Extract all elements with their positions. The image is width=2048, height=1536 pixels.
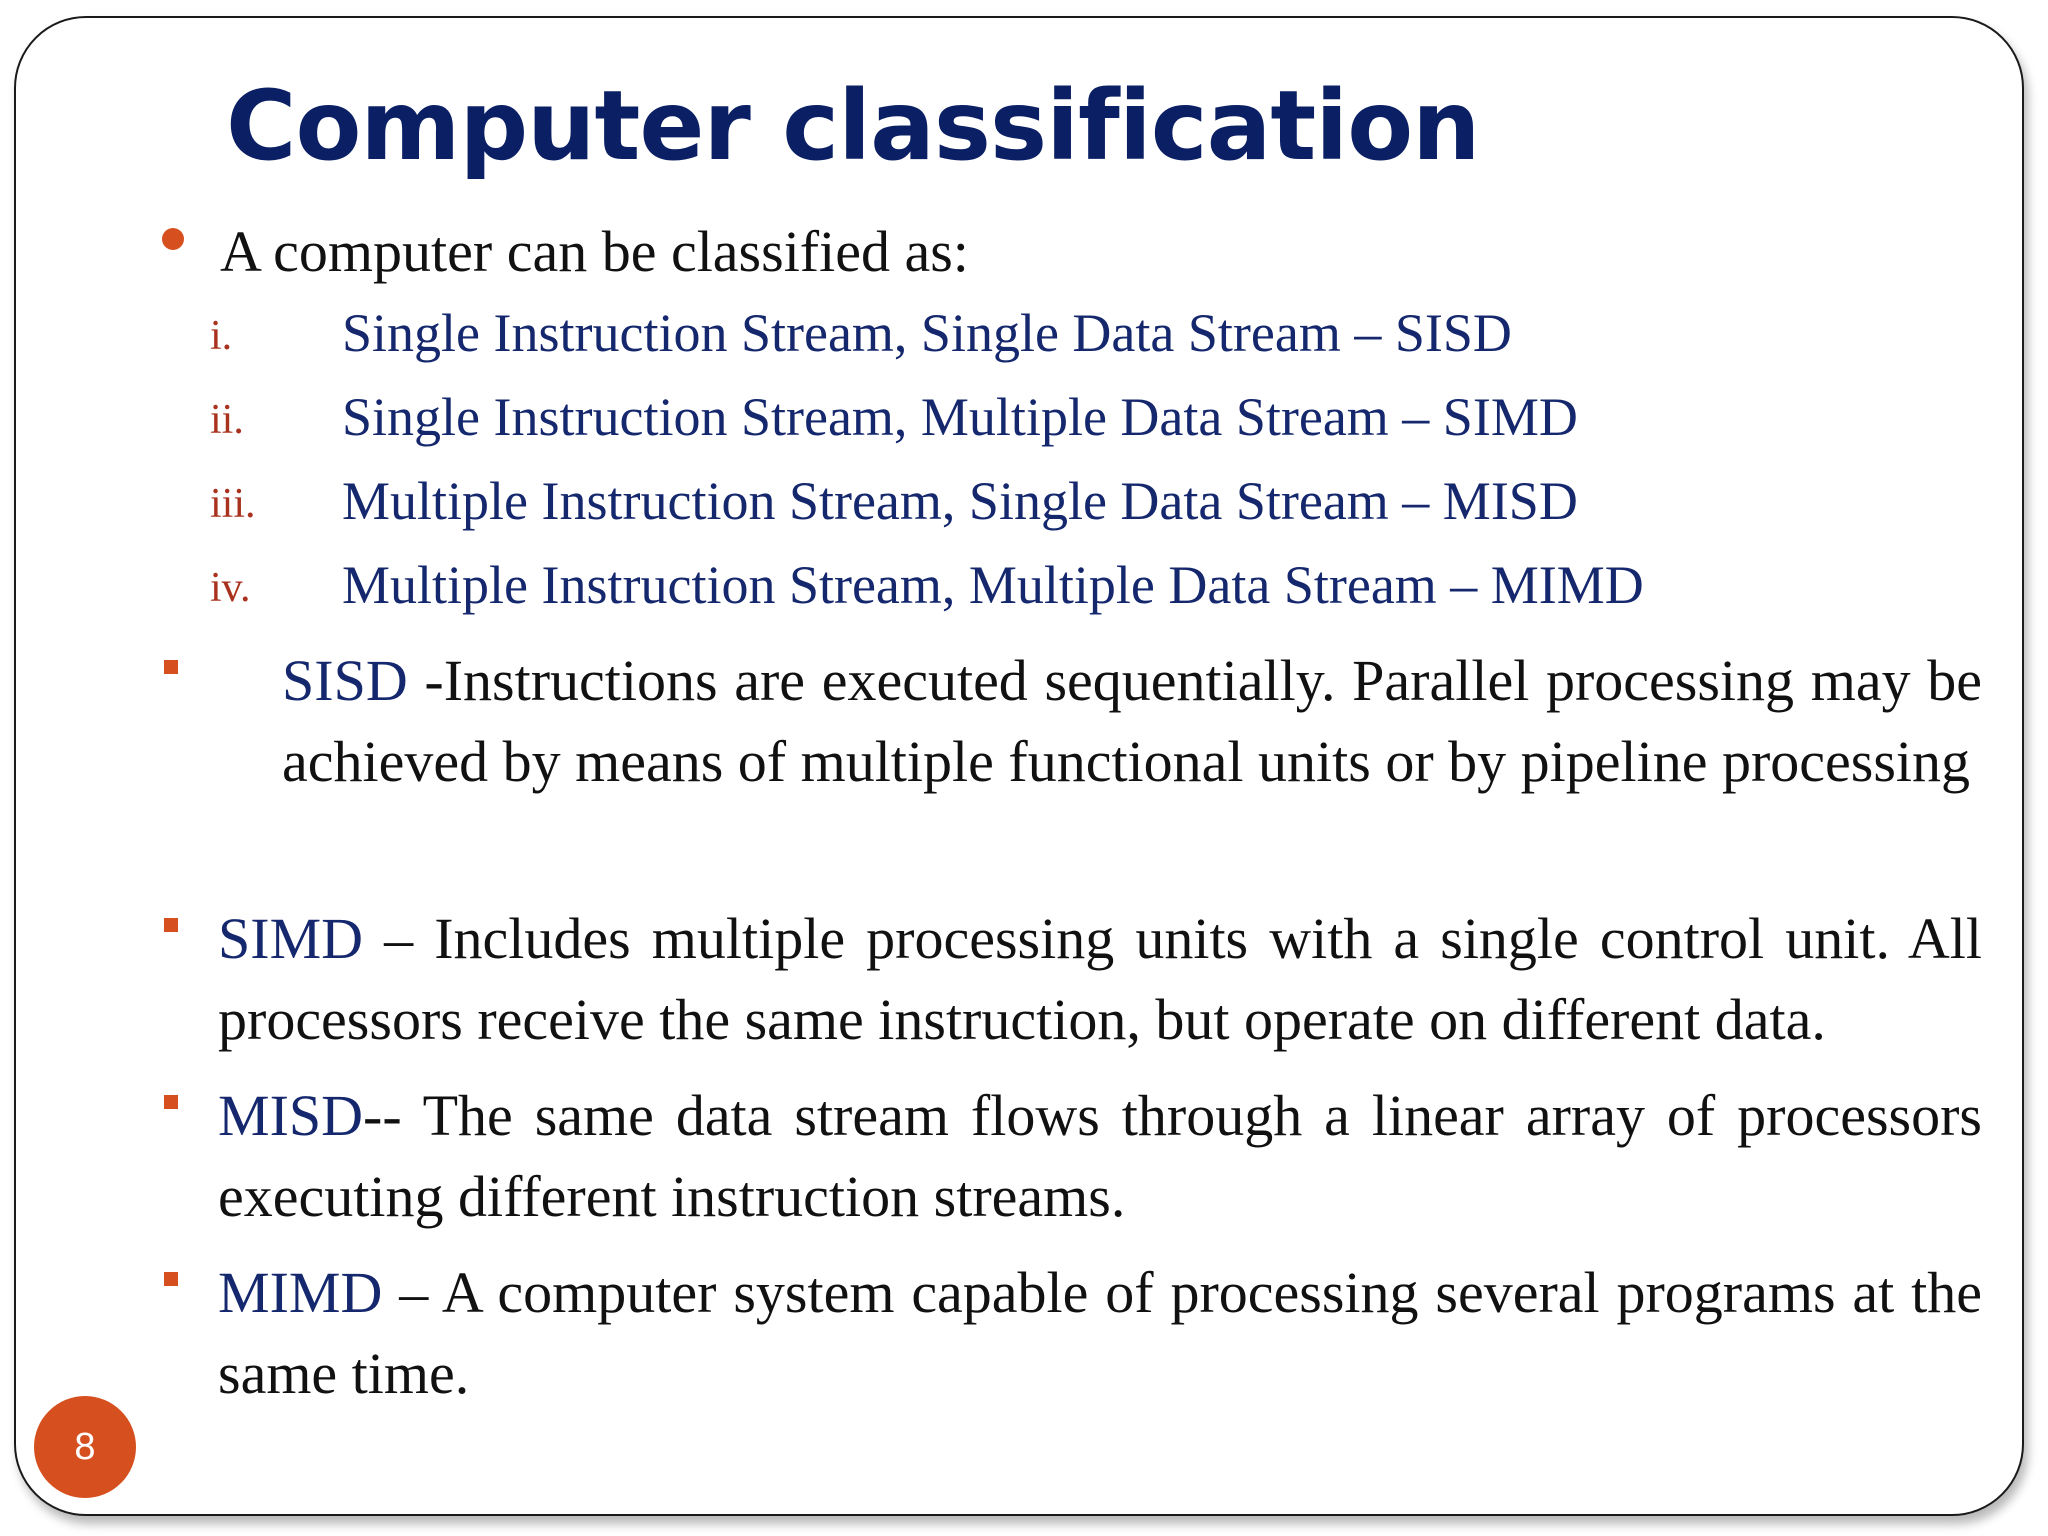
intro-text: A computer can be classified as: [220,219,969,284]
item-text: Multiple Instruction Stream, Multiple Data Stream – MIMD [342,555,1644,615]
definition-text: – Includes multiple processing units with a single control unit. All processors receive the same instruction, but operate on different data. [218,906,1982,1052]
term-mimd: MIMD [218,1260,383,1325]
definition-mimd [218,1252,1982,1414]
item-text: Single Instruction Stream, Single Data Stream – SISD [342,303,1512,363]
item-numeral: i. [210,313,233,359]
definition-text: – A computer system capable of processing several programs at the same time. [218,1260,1982,1406]
definition-misd [218,1075,1982,1237]
definition-text: -Instructions are executed sequentially. Parallel processing may be achieved by means of multiple functional units or by pipeline processing [282,648,1982,794]
square-bullet-icon [164,660,178,674]
numbered-item [0,386,2048,456]
item-numeral: ii. [210,397,244,443]
term-sisd: SISD [282,648,408,713]
page-number-badge: 8 [34,1396,136,1498]
term-simd: SIMD [218,906,364,971]
square-bullet-icon [164,1095,178,1109]
definition-text: -- The same data stream flows through a linear array of processors executing different instruction streams. [218,1083,1982,1229]
item-text: Multiple Instruction Stream, Single Data Stream – MISD [342,471,1578,531]
numbered-item [0,302,2048,372]
numbered-item [0,554,2048,624]
square-bullet-icon [164,1272,178,1286]
square-bullet-icon [164,918,178,932]
item-numeral: iv. [210,565,251,611]
item-numeral: iii. [210,481,256,527]
round-bullet-icon [162,228,184,250]
definition-simd [218,898,1982,1060]
term-misd: MISD [218,1083,364,1148]
numbered-item [0,470,2048,540]
slide-title: Computer classification [226,70,1480,182]
item-text: Single Instruction Stream, Multiple Data Stream – SIMD [342,387,1578,447]
definition-sisd [282,640,1982,802]
